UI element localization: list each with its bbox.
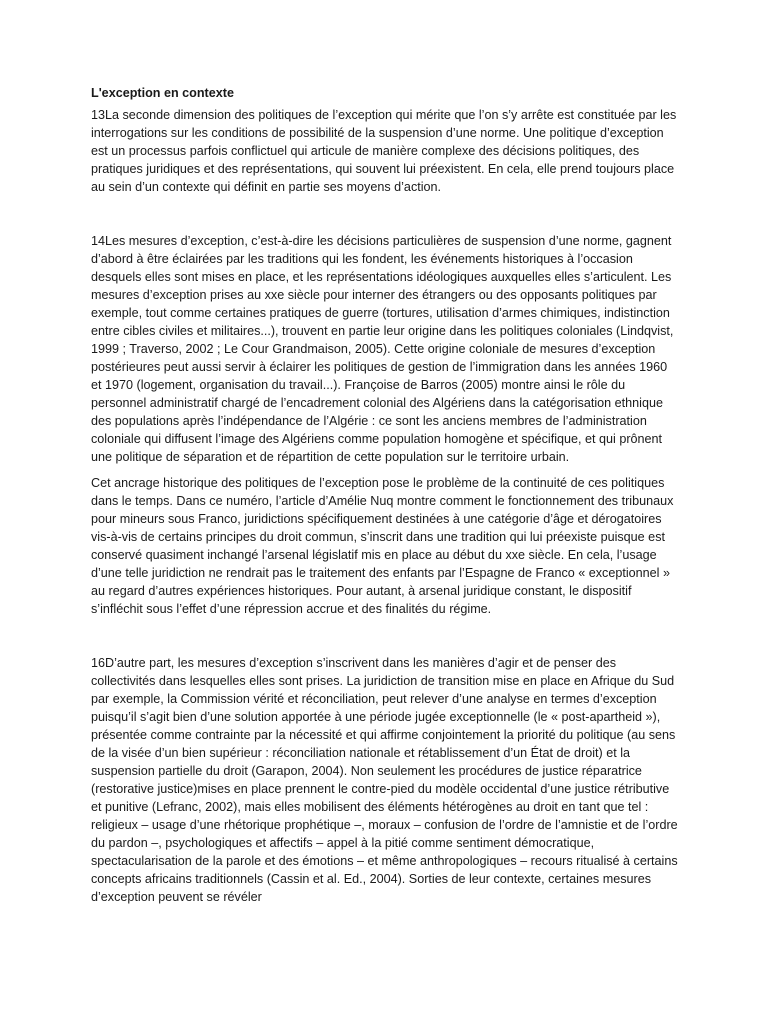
document-page [91, 84, 681, 906]
paragraph-13: 13La seconde dimension des politiques de l’exception qui mérite que l’on s’y arrête est constituée par les interrogations sur les conditions de possibilité de la suspension d’une norme. Une politique d’exception est un processus parfois conflictuel qui articule de manière complexe des décisions politiques, des pratiques juridiques et des représentations, qui souvent lui préexistent. En cela, elle prend toujours place au sein d’un contexte qui définit en partie ses moyens d’action. [91, 108, 677, 194]
paragraph-14: 14Les mesures d’exception, c’est-à-dire les décisions particulières de suspension d’une norme, gagnent d’abord à être éclairées par les traditions qui les fondent, les événements historiques à l’occasion desquels elles sont mises en place, et les représentations idéologiques auxquelles elles s’articulent. Les mesures d’exception prises au xxe siècle pour interner des étrangers ou des opposants politiques par exemple, tout comme certaines pratiques de guerre (tortures, utilisation d’armes chimiques, indistinction entre cibles civiles et militaires...), trouvent en partie leur origine dans les politiques coloniales (Lindqvist, 1999 ; Traverso, 2002 ; Le Cour Grandmaison, 2005). Cette origine coloniale de mesures d’exception postérieures peut aussi servir à éclairer les politiques de gestion de l’immigration dans les années 1960 et 1970 (logement, organisation du travail...). Françoise de Barros (2005) montre ainsi le rôle du personnel administratif chargé de l’encadrement colonial des Algériens dans la catégorisation ethnique des populations après l’indépendance de l’Algérie : ce sont les anciens membres de l’administration coloniale qui diffusent l’image des Algériens comme population homogène et spécifique, et qui prônent une politique de séparation et de répartition de cette population sur le territoire urbain. [91, 234, 674, 464]
paragraph-15: Cet ancrage historique des politiques de l’exception pose le problème de la continuité de ces politiques dans le temps. Dans ce numéro, l’article d’Amélie Nuq montre comment le fonctionnement des tribunaux pour mineurs sous Franco, juridictions spécifiquement destinées à une catégorie d’âge et dérogatoires vis-à-vis de certains principes du droit commun, s’inscrit dans une tradition qui lui préexiste puisque est conservé quasiment inchangé l’arsenal législatif mis en place au début du xxe siècle. En cela, l’usage d’une telle juridiction ne rendrait pas le traitement des enfants par l’Espagne de Franco « exceptionnel » au regard d’autres expériences historiques. Pour autant, à arsenal juridique constant, le dispositif s’infléchit sous l’effet d’une répression accrue et des finalités du régime. [91, 476, 674, 616]
paragraph-16: 16D’autre part, les mesures d’exception s’inscrivent dans les manières d’agir et de penser des collectivités dans lesquelles elles sont prises. La juridiction de transition mise en place en Afrique du Sud par exemple, la Commission vérité et réconciliation, peut relever d’une analyse en termes d’exception puisqu’il s’agit bien d’une solution apportée à une période jugée exceptionnelle (le « post-apartheid »), présentée comme contrainte par la nécessité et qui affirme conjointement la priorité du politique (au sens de la visée d’un bien supérieur : réconciliation nationale et rétablissement d’un État de droit) et la suspension partielle du droit (Garapon, 2004). Non seulement les procédures de justice réparatrice (restorative justice)mises en place prennent le contre-pied du modèle occidental d’une justice rétributive et punitive (Lefranc, 2002), mais elles mobilisent des éléments hétérogènes au droit en tant que tel : religieux – usage d’une rhétorique prophétique –, moraux – confusion de l’ordre de l’amnistie et de l’ordre du pardon –, psychologiques et affectifs – appel à la pitié comme sentiment démocratique, spectacularisation de la parole et des émotions – et même anthropologiques – recours ritualisé à certains concepts africains traditionnels (Cassin et al. Ed., 2004). Sorties de leur contexte, certaines mesures d’exception peuvent se révéler [91, 656, 678, 904]
section-heading: L'exception en contexte [91, 86, 234, 100]
